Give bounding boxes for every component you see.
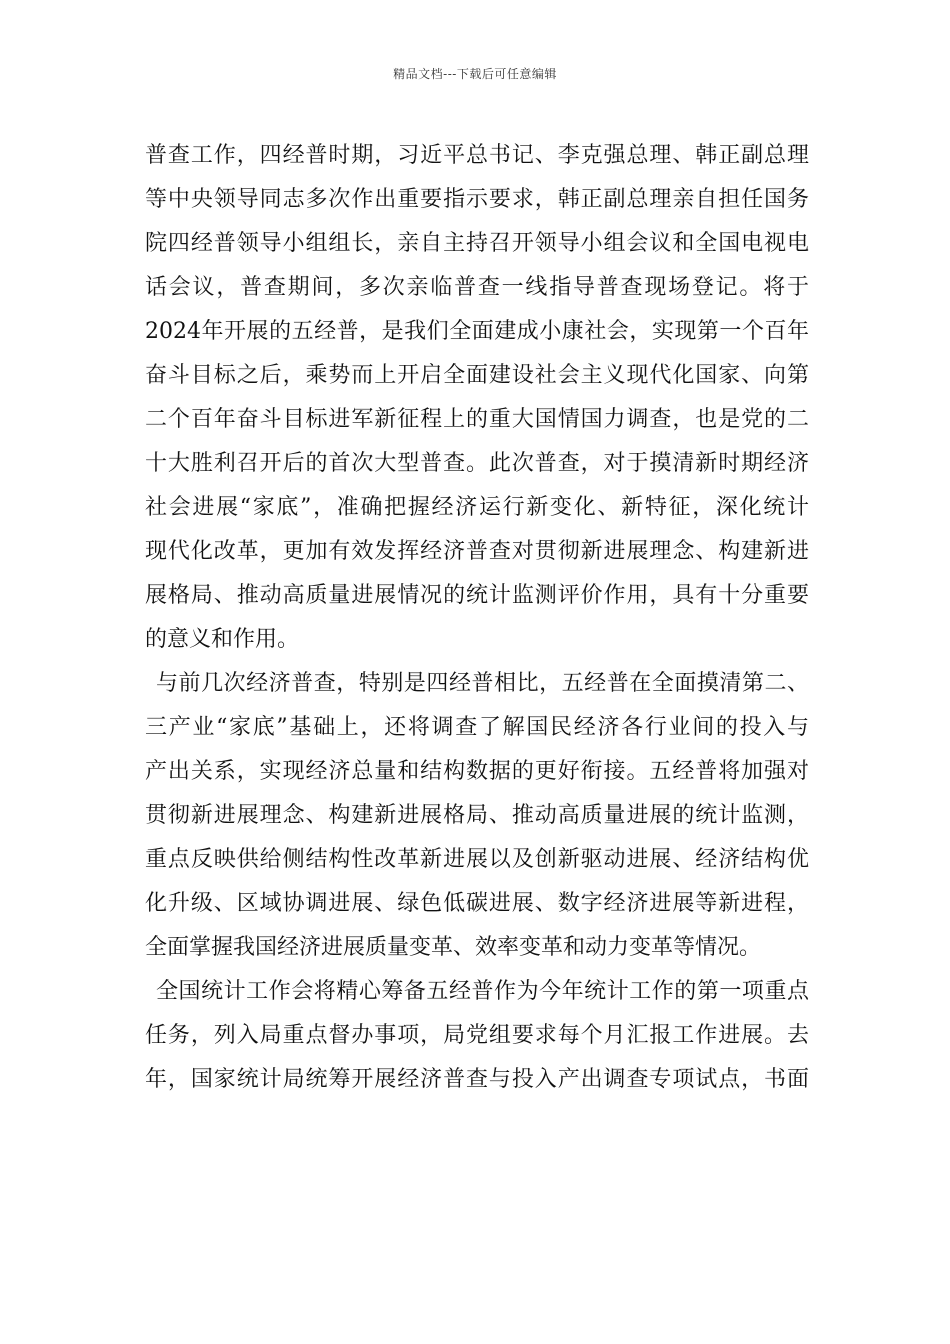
text-line: 话会议，普查期间，多次亲临普查一线指导普查现场登记。将于 [145, 275, 809, 300]
text-line: 全面掌握我国经济进展质量变革、效率变革和动力变革等情况。 [145, 935, 762, 960]
text-line: 产出关系，实现经济总量和结构数据的更好衔接。五经普将加强对 [145, 759, 809, 784]
text-line: 十大胜利召开后的首次大型普查。此次普查，对于摸清新时期经济 [145, 451, 809, 476]
text-line: 化升级、区域协调进展、绿色低碳进展、数字经济进展等新进程， [145, 891, 809, 916]
text-line: 的意义和作用。 [145, 627, 300, 652]
text-line: 全国统计工作会将精心筹备五经普作为今年统计工作的第一项重点 [156, 979, 809, 1004]
text-line: 社会进展“家底”，准确把握经济运行新变化、新特征，深化统计 [145, 495, 809, 520]
text-line: 三产业“家底”基础上，还将调查了解国民经济各行业间的投入与 [145, 715, 809, 740]
text-line: 与前几次经济普查，特别是四经普相比，五经普在全面摸清第二、 [156, 671, 809, 696]
text-line: 普查工作，四经普时期，习近平总书记、李克强总理、韩正副总理 [145, 143, 809, 168]
text-line: 任务，列入局重点督办事项，局党组要求每个月汇报工作进展。去 [145, 1023, 809, 1048]
paragraph-3 [145, 970, 809, 1102]
text-line: 现代化改革，更加有效发挥经济普查对贯彻新进展理念、构建新进 [145, 539, 809, 564]
text-line: 2024年开展的五经普，是我们全面建成小康社会，实现第一个百年 [145, 319, 809, 344]
document-body [145, 134, 809, 1102]
text-line: 展格局、推动高质量进展情况的统计监测评价作用，具有十分重要 [145, 583, 809, 608]
paragraph-1 [145, 134, 809, 662]
text-line: 年，国家统计局统筹开展经济普查与投入产出调查专项试点，书面 [145, 1067, 809, 1092]
text-line: 院四经普领导小组组长，亲自主持召开领导小组会议和全国电视电 [145, 231, 809, 256]
paragraph-2 [145, 662, 809, 970]
text-line: 重点反映供给侧结构性改革新进展以及创新驱动进展、经济结构优 [145, 847, 809, 872]
text-line: 等中央领导同志多次作出重要指示要求，韩正副总理亲自担任国务 [145, 187, 809, 212]
text-line: 奋斗目标之后，乘势而上开启全面建设社会主义现代化国家、向第 [145, 363, 809, 388]
text-line: 二个百年奋斗目标进军新征程上的重大国情国力调查，也是党的二 [145, 407, 809, 432]
text-line: 贯彻新进展理念、构建新进展格局、推动高质量进展的统计监测， [145, 803, 809, 828]
page-header: 精品文档---下载后可任意编辑 [393, 67, 557, 81]
